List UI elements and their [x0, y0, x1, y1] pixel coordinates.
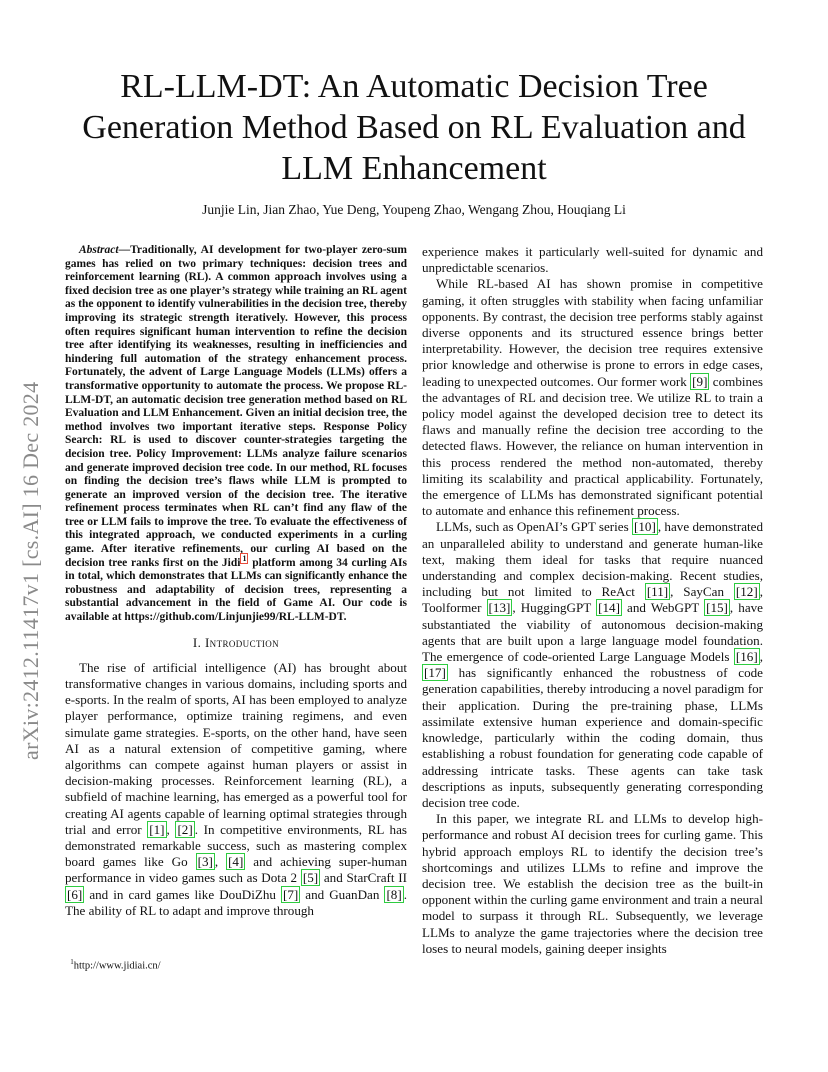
citation-link[interactable]: [17]	[424, 665, 446, 681]
abstract	[65, 244, 407, 625]
citation-link[interactable]: [16]	[735, 649, 758, 665]
intro-paragraph: While RL-based AI has shown promise in competitive gaming, it often struggles with stability when facing unfamiliar opponents. By contrast, the decision tree performs stably against diverse opponents and its structured essence brings better interpretability. However, the decision tree requires extensive prior knowledge and otherwise is prone to errors in edge cases, leading to unexpected outcomes. Our former work [9] combines the advantages of RL and decision tree. We utilize RL to train a policy model against the developed decision tree to detect its flaws and manually refine the decision tree according to the detected flaws. However, the reliance on human intervention in this process rendered the method non-automated, thereby limiting its scalability and practical applicability. Fortunately, the emergence of LLMs has demonstrated significant potential to automate and enhance this refinement process.	[422, 276, 763, 519]
citation-link[interactable]: [5]	[302, 870, 319, 886]
footnote-number: 1	[70, 958, 74, 966]
section-number: I.	[192, 634, 202, 650]
section-heading	[65, 635, 407, 651]
citation-link[interactable]: [8]	[386, 886, 402, 902]
intro-paragraph: experience makes it particularly well-suited for dynamic and unpredictable scenarios.	[422, 244, 763, 276]
citation-link[interactable]: [7]	[282, 886, 299, 902]
section-title: Introduction	[204, 634, 280, 650]
arxiv-identifier[interactable]: arXiv:2412.11417v1 [cs.AI] 16 Dec 2024	[18, 381, 43, 760]
author-list: Junjie Lin, Jian Zhao, Yue Deng, Youpeng Zhao, Wengang Zhou, Houqiang Li	[202, 202, 626, 217]
right-column	[422, 244, 763, 957]
citation-link[interactable]: [3]	[197, 854, 213, 870]
citation-link[interactable]: [15]	[706, 600, 728, 616]
citation-link[interactable]: [13]	[488, 600, 511, 616]
citation-link[interactable]: [12]	[735, 584, 758, 600]
abstract-text-cont: platform among 34 curling AIs in total, which demonstrates that LLMs can significantly enhance the robustness and adaptability of decision trees, representing a substantial advancement in the field of Game AI. Our code is available at https://github.com/Linjunjie99/RL-LLM-DT.	[65, 556, 408, 624]
intro-paragraph: The rise of artificial intelligence (AI) has brought about transformative changes in various domains, including sports and e-sports. In the realm of sports, AI has been employed to analyze player performance, optimize training regimens, and even simulate game strategies. E-sports, on the other hand, have seen AI as a natural extension of competitive gaming, where algorithms can compete against human players or assist in decision-making processes. Reinforcement learning (RL), a subfield of machine learning, has emerged as a powerful tool for creating AI agents capable of learning optimal strategies through trial and error [1] , [2] . In competitive environments, RL has demonstrated remarkable success, such as mastering complex board games like Go [3] , [4] and achieving super-human performance in video games such as Dota 2 [5] and StarCraft II [6] and in card games like DouDiZhu [7] and GuanDan [8] . The ability of RL to adapt and improve through	[65, 659, 408, 918]
intro-paragraph: LLMs, such as OpenAI’s GPT series [10] , have demonstrated an unparalleled ability to understand and generate human-like text, making them ideal for tasks that require nuanced understanding and complex decision-making. Recent studies, including but not limited to ReAct [11] , SayCan [12] , Toolformer [13] , HuggingGPT [14] and WebGPT [15] , have substantiated the viability of autonomous decision-making agents that are built upon a large language model foundation. The emergence of code-oriented Large Language Models [16] , [17] has significantly enhanced the robustness of code generation capabilities, thereby introducing a novel paradigm for their application. During the pre-training phase, LLMs assimilate extensive human experience and domain-specific knowledge, particularly within the coding domain, thus establishing a robust foundation for generating code capable of addressing intricate tasks. These agents can take task descriptions as inputs, subsequently generating corresponding decision tree code.	[422, 519, 763, 810]
footnote	[65, 958, 407, 972]
footnote-url[interactable]: http://www.jidiai.cn/	[73, 960, 161, 972]
footnote-link[interactable]: 1	[242, 553, 247, 563]
abstract-label: Abstract	[78, 244, 119, 256]
intro-paragraph: In this paper, we integrate RL and LLMs to develop high-performance and robust AI decision trees for curling game. This hybrid approach employs RL to identify the decision tree’s shortcomings and utilizes LLMs to refine and improve the decision tree. We establish the decision tree as the built-in opponent within the curling game environment and train a neural model to surpass it through RL. Subsequently, we leverage LLMs to analyze the game trajectories where the decision tree loses to neural models, gaining deeper insights	[422, 811, 763, 956]
citation-link[interactable]: [9]	[692, 373, 708, 389]
citation-link[interactable]: [10]	[634, 519, 656, 535]
citation-link[interactable]: [2]	[177, 821, 193, 837]
citation-link[interactable]: [6]	[67, 886, 83, 902]
abstract-text: —Traditionally, AI development for two-player zero-sum games has relied on two primary techniques: decision trees and reinforcement learning (RL). A common approach involves using a fixed decision tree as one player’s strategy while training an RL agent as the opponent to identify vulnerabilities in the decision tree, thereby improving its strategic strength iteratively. However, this process often requires significant human intervention to refine the decision tree after identifying its weaknesses, resulting in inefficiencies and hindering full automation of the strategy enhancement process. Fortunately, the advent of Large Language Models (LLMs) offers a transformative opportunity to automate the process. We propose RL-LLM-DT, an automatic decision tree generation method based on RL Evaluation and LLM Enhancement. Given an initial decision tree, the method involves two important iterative steps. Response Policy Search: RL is used to discover counter-strategies targeting the decision tree. Policy Improvement: LLMs analyze failure scenarios and generate improved decision tree code. In our method, RL focuses on finding the decision tree’s flaws while LLM is prompted to generate an improved version of the decision tree. The iterative refinement process terminates when RL can’t find any flaw of the tree or LLM fails to improve the tree. To evaluate the effectiveness of this integrated approach, we conducted experiments in a curling game. After iterative refinements, our curling AI based on the decision tree ranks first on the Jidi	[65, 244, 408, 569]
citation-link[interactable]: [1]	[149, 821, 165, 837]
citation-link[interactable]: [14]	[598, 600, 620, 616]
left-column	[65, 244, 407, 919]
citation-link[interactable]: [4]	[228, 854, 244, 870]
citation-link[interactable]: [11]	[646, 584, 669, 600]
paper-title: RL-LLM-DT: An Automatic Decision Tree Generation Method Based on RL Evaluation and LLM Enhancement	[82, 68, 746, 187]
